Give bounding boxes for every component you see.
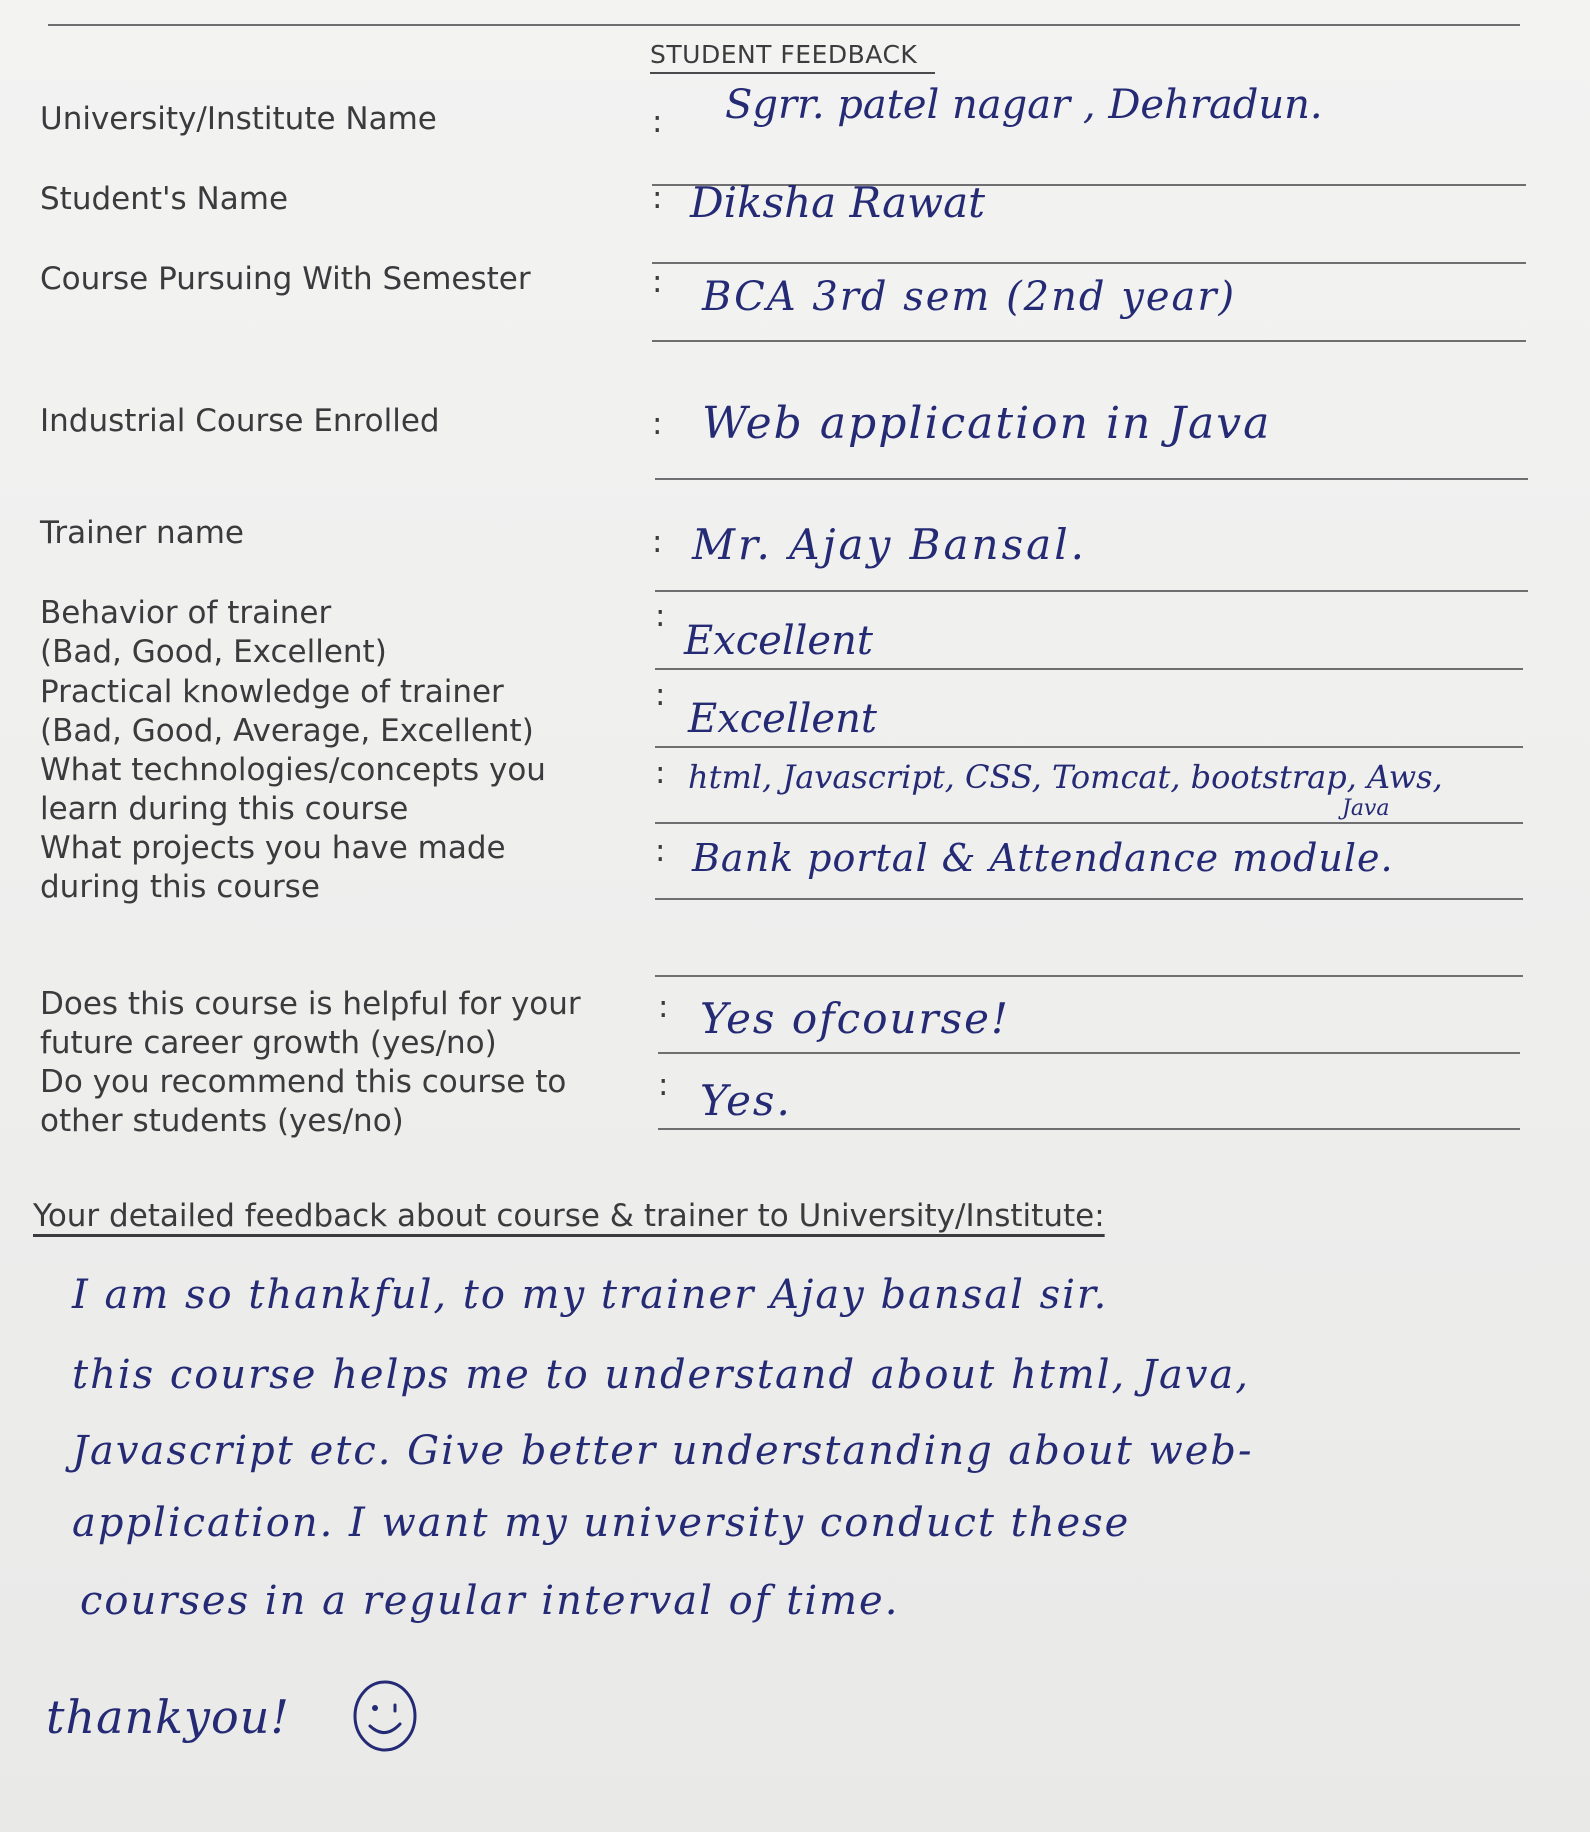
field-value-practical-knowledge: Excellent — [688, 696, 877, 742]
colon: : — [652, 524, 663, 560]
field-line-practical-knowledge — [655, 746, 1523, 748]
colon: : — [655, 833, 666, 869]
field-value-trainer-name: Mr. Ajay Bansal. — [692, 520, 1087, 569]
detailed-feedback-heading: Your detailed feedback about course & trainer to University/Institute: — [33, 1198, 1105, 1234]
field-line-student-name — [652, 262, 1526, 264]
field-label-practical-knowledge: Practical knowledge of trainer (Bad, Good, Average, Excellent) — [40, 674, 534, 749]
feedback-line: courses in a regular interval of time. — [80, 1578, 900, 1624]
field-value-technologies-extra: Java — [1342, 796, 1390, 821]
field-line-industrial-course — [655, 478, 1528, 480]
field-value-career-growth: Yes ofcourse! — [700, 994, 1010, 1043]
feedback-line: this course helps me to understand about html, Java, — [72, 1352, 1250, 1398]
field-label-course-semester: Course Pursuing With Semester — [40, 261, 531, 297]
field-label-trainer-behavior: Behavior of trainer (Bad, Good, Excellent) — [40, 595, 387, 670]
feedback-line: I am so thankful, to my trainer Ajay bansal sir. — [72, 1272, 1109, 1318]
form-title: STUDENT FEEDBACK — [650, 40, 918, 69]
field-value-student-name: Diksha Rawat — [690, 178, 986, 227]
colon: : — [658, 989, 669, 1025]
field-label-career-growth: Does this course is helpful for your future career growth (yes/no) — [40, 986, 581, 1061]
colon: : — [655, 677, 666, 713]
field-line-projects — [655, 898, 1523, 900]
smiley-face-icon — [350, 1678, 420, 1754]
field-label-trainer-name: Trainer name — [40, 515, 244, 551]
field-label-projects: What projects you have made during this course — [40, 830, 506, 905]
feedback-line: application. I want my university conduct these — [72, 1500, 1131, 1546]
colon: : — [652, 104, 663, 140]
colon: : — [655, 598, 666, 634]
field-value-university: Sgrr. patel nagar , Dehradun. — [725, 82, 1323, 128]
field-label-student-name: Student's Name — [40, 181, 289, 217]
field-value-technologies: html, Javascript, CSS, Tomcat, bootstrap, Aws, — [688, 758, 1443, 796]
field-value-recommend: Yes. — [700, 1076, 792, 1125]
field-line-trainer-behavior — [655, 668, 1523, 670]
field-value-industrial-course: Web application in Java — [702, 398, 1272, 449]
field-line-recommend — [658, 1128, 1520, 1130]
field-label-technologies: What technologies/concepts you learn during this course — [40, 752, 546, 827]
field-label-recommend: Do you recommend this course to other students (yes/no) — [40, 1064, 567, 1139]
field-value-trainer-behavior: Excellent — [684, 618, 873, 664]
title-underline — [650, 72, 935, 74]
colon: : — [655, 755, 666, 791]
field-line-career-growth — [658, 1052, 1520, 1054]
field-value-course-semester: BCA 3rd sem (2nd year) — [702, 274, 1237, 320]
colon: : — [652, 406, 663, 442]
top-border-line — [48, 24, 1520, 26]
field-line-technologies — [655, 822, 1523, 824]
closing-thankyou: thankyou! — [46, 1690, 290, 1744]
colon: : — [652, 180, 663, 216]
field-line-trainer-name — [655, 590, 1528, 592]
field-value-projects: Bank portal & Attendance module. — [692, 836, 1394, 880]
field-line-course-semester — [652, 340, 1526, 342]
feedback-line: Javascript etc. Give better understanding about web- — [72, 1428, 1254, 1474]
colon: : — [652, 264, 663, 300]
field-label-industrial-course: Industrial Course Enrolled — [40, 403, 440, 439]
colon: : — [658, 1067, 669, 1103]
field-line-blank — [655, 975, 1523, 977]
field-label-university: University/Institute Name — [40, 101, 437, 137]
